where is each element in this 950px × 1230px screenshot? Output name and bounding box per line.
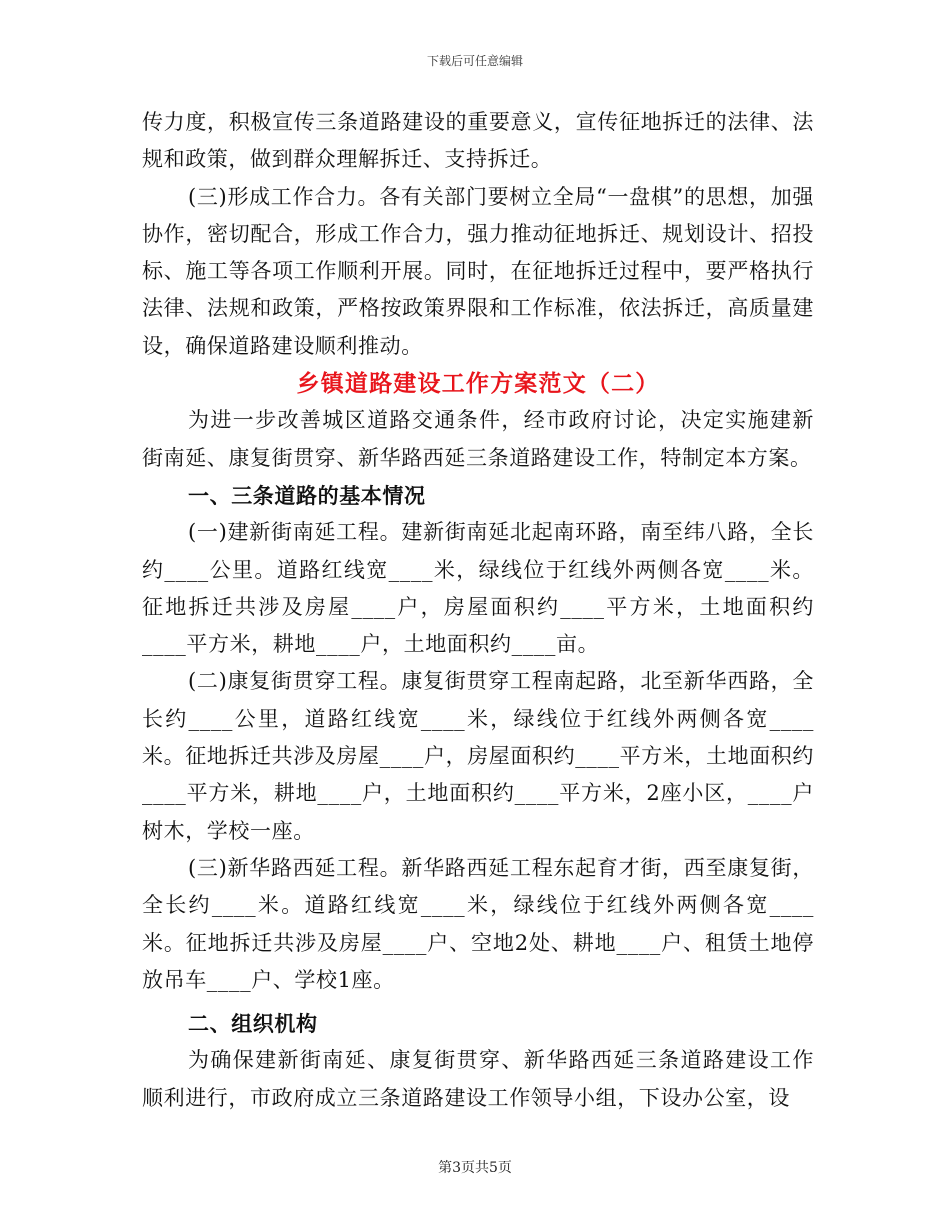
page-footer: 第3页共5页: [438, 1160, 512, 1176]
paragraph-purpose: 为进一步改善城区道路交通条件，经市政府讨论，决定实施建新街南延、康复街贯穿、新华路西延三条道路建设工作，特制定本方案。: [142, 408, 814, 470]
paragraph-road-1: (一)建新街南延工程。建新街南延北起南环路，南至纬八路，全长约____公里。道路红线宽____米，绿线位于红线外两侧各宽____米。征地拆迁共涉及房屋____户，房屋面积约____平方米，土地面积约____平方米，耕地____户，土地面积约____亩。: [142, 520, 814, 657]
paragraph-road-3: (三)新华路西延工程。新华路西延工程东起育才街，西至康复街，全长约____米。道路红线宽____米，绿线位于红线外两侧各宽____米。征地拆迁共涉及房屋____户、空地2处、耕地____户、租赁土地停放吊车____户、学校1座。: [142, 855, 814, 992]
page-header: 下载后可任意编辑: [426, 54, 523, 68]
paragraph-road-2: (二)康复街贯穿工程。康复街贯穿工程南起路，北至新华西路，全长约____公里，道路红线宽____米，绿线位于红线外两侧各宽____米。征地拆迁共涉及房屋____户，房屋面积约____平方米，土地面积约____平方米，耕地____户，土地面积约____平方米，2座小区，____户树木，学校一座。: [142, 669, 814, 843]
paragraph-organization: 为确保建新街南延、康复街贯穿、新华路西延三条道路建设工作顺利进行，市政府成立三条道路建设工作领导小组，下设办公室，设: [142, 1048, 814, 1110]
paragraph-intro-continued: 传力度，积极宣传三条道路建设的重要意义，宣传征地拆迁的法律、法规和政策，做到群众理解拆迁、支持拆迁。: [142, 110, 814, 172]
paragraph-section-3: (三)形成工作合力。各有关部门要树立全局“一盘棋”的思想，加强协作，密切配合，形成工作合力，强力推动征地拆迁、规划设计、招投标、施工等各项工作顺利开展。同时，在征地拆迁过程中，要严格执行法律、法规和政策，严格按政策界限和工作标准，依法拆迁，高质量建设，确保道路建设顺利推动。: [142, 184, 814, 358]
heading-organization: 二、组织机构: [188, 1011, 318, 1037]
heading-basic-info: 一、三条道路的基本情况: [188, 482, 426, 508]
document-body: [142, 104, 814, 1117]
document-title: 乡镇道路建设工作方案范文（二）: [296, 370, 660, 398]
